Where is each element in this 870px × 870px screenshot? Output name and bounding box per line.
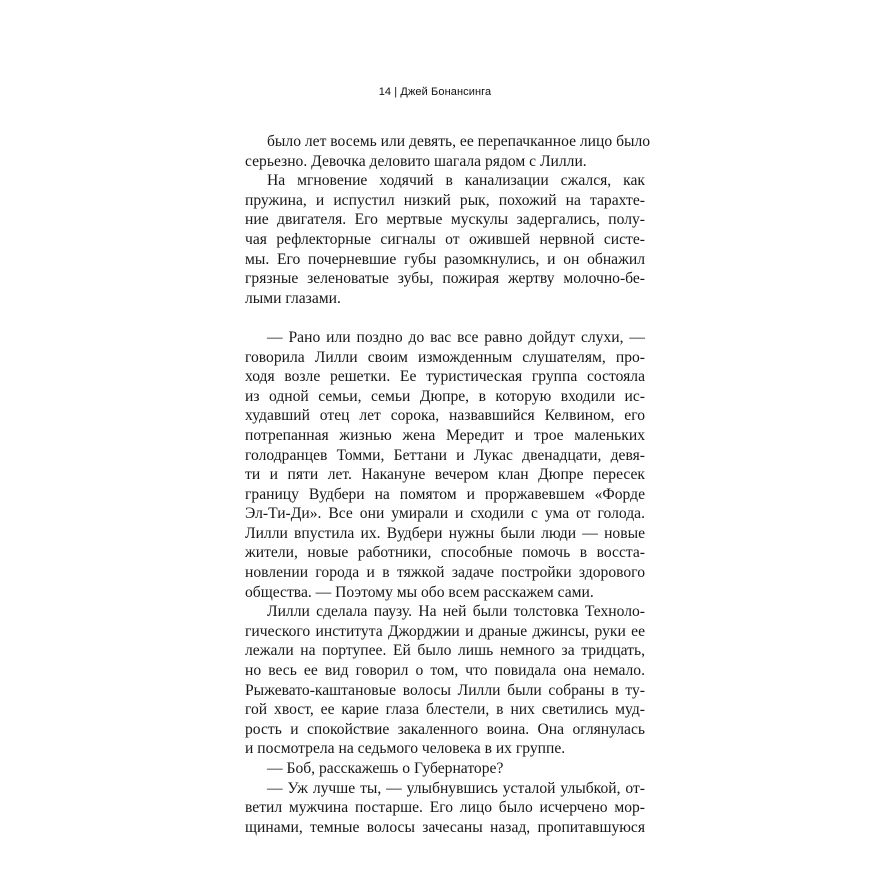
text-line: из одной семьи, семьи Дюпре, в которую входили ис- bbox=[245, 387, 645, 405]
text-line: — Рано или поздно до вас все равно дойдут слухи, — bbox=[267, 328, 645, 346]
paragraph-4 bbox=[245, 602, 645, 759]
text-line: худавший отец лет сорока, назвавшийся Келвином, его bbox=[245, 407, 645, 425]
text-line: серьезно. Девочка деловито шагала рядом с Лилли. bbox=[245, 152, 587, 170]
text-line: — Уж лучше ты, — улыбнувшись усталой улыбкой, от- bbox=[267, 779, 645, 797]
paragraph-2 bbox=[245, 171, 645, 308]
running-head: 14 | Джей Бонансинга bbox=[378, 86, 492, 98]
text-line: голодранцев Томми, Беттани и Лукас двенадцати, девя- bbox=[245, 446, 645, 464]
paragraph-gap bbox=[245, 308, 645, 328]
text-line: щинами, темные волосы зачесаны назад, пропитавшуюся bbox=[245, 818, 645, 836]
text-line: лыми глазами. bbox=[245, 289, 341, 307]
text-line: чая рефлекторные сигналы от ожившей нервной систе- bbox=[245, 230, 645, 248]
text-line: пружина, и испустил низкий рык, похожий на тарахте- bbox=[245, 191, 645, 209]
text-line: и посмотрела на седьмого человека в их группе. bbox=[245, 740, 566, 758]
text-line: грязные зеленоватые зубы, пожирая жертву молочно-бе- bbox=[245, 270, 645, 288]
text-line: потрепанная жизнью жена Мередит и трое маленьких bbox=[245, 426, 645, 444]
text-line: было лет восемь или девять, ее перепачканное лицо было bbox=[267, 133, 651, 150]
body-text bbox=[245, 132, 651, 837]
text-line: ти и пяти лет. Накануне вечером клан Дюпре пересек bbox=[245, 466, 645, 484]
text-line: ветил мужчина постарше. Его лицо было исчерчено мор- bbox=[245, 799, 645, 817]
text-line: гой хвост, ее карие глаза блестели, в них светились муд- bbox=[245, 701, 645, 719]
text-line: Эл-Ти-Ди». Все они умирали и сходили с ума от голода. bbox=[245, 505, 645, 523]
paragraph-5 bbox=[245, 759, 645, 779]
text-line: лежали на портупее. Ей было лишь немного за тридцать, bbox=[245, 642, 645, 660]
text-line: общества. — Поэтому мы обо всем расскажем сами. bbox=[245, 583, 594, 601]
text-line: жители, новые работники, способные помочь в восста- bbox=[245, 544, 645, 562]
paragraph-6 bbox=[245, 779, 645, 838]
text-line: На мгновение ходячий в канализации сжался, как bbox=[267, 172, 645, 190]
text-line: гического института Джорджии и драные джинсы, руки ее bbox=[245, 622, 645, 640]
paragraph-3 bbox=[245, 328, 645, 602]
text-line: рость и спокойствие закаленного воина. Она оглянулась bbox=[245, 720, 645, 738]
text-line: Лилли сделала паузу. На ней были толстовка Техноло- bbox=[267, 603, 645, 621]
text-line: границу Вудбери на помятом и проржавевшем «Форде bbox=[245, 485, 645, 503]
text-line: ходя возле решетки. Ее туристическая группа состояла bbox=[245, 368, 645, 386]
text-line: новлении города и в тяжкой задаче постройки здорового bbox=[245, 564, 645, 582]
text-line: говорила Лилли своим изможденным слушателям, про- bbox=[245, 348, 645, 366]
text-line: ние двигателя. Его мертвые мускулы задергались, полу- bbox=[245, 211, 645, 229]
text-line: но весь ее вид говорил о том, что повидала она немало. bbox=[245, 662, 645, 680]
text-line: мы. Его почерневшие губы разомкнулись, и он обнажил bbox=[245, 250, 645, 268]
text-line: Лилли впустила их. Вудбери нужны были люди — новые bbox=[245, 524, 645, 542]
text-line: Рыжевато-каштановые волосы Лилли были собраны в ту- bbox=[245, 681, 645, 699]
text-line: — Боб, расскажешь о Губернаторе? bbox=[267, 760, 504, 777]
paragraph-1 bbox=[245, 132, 651, 171]
